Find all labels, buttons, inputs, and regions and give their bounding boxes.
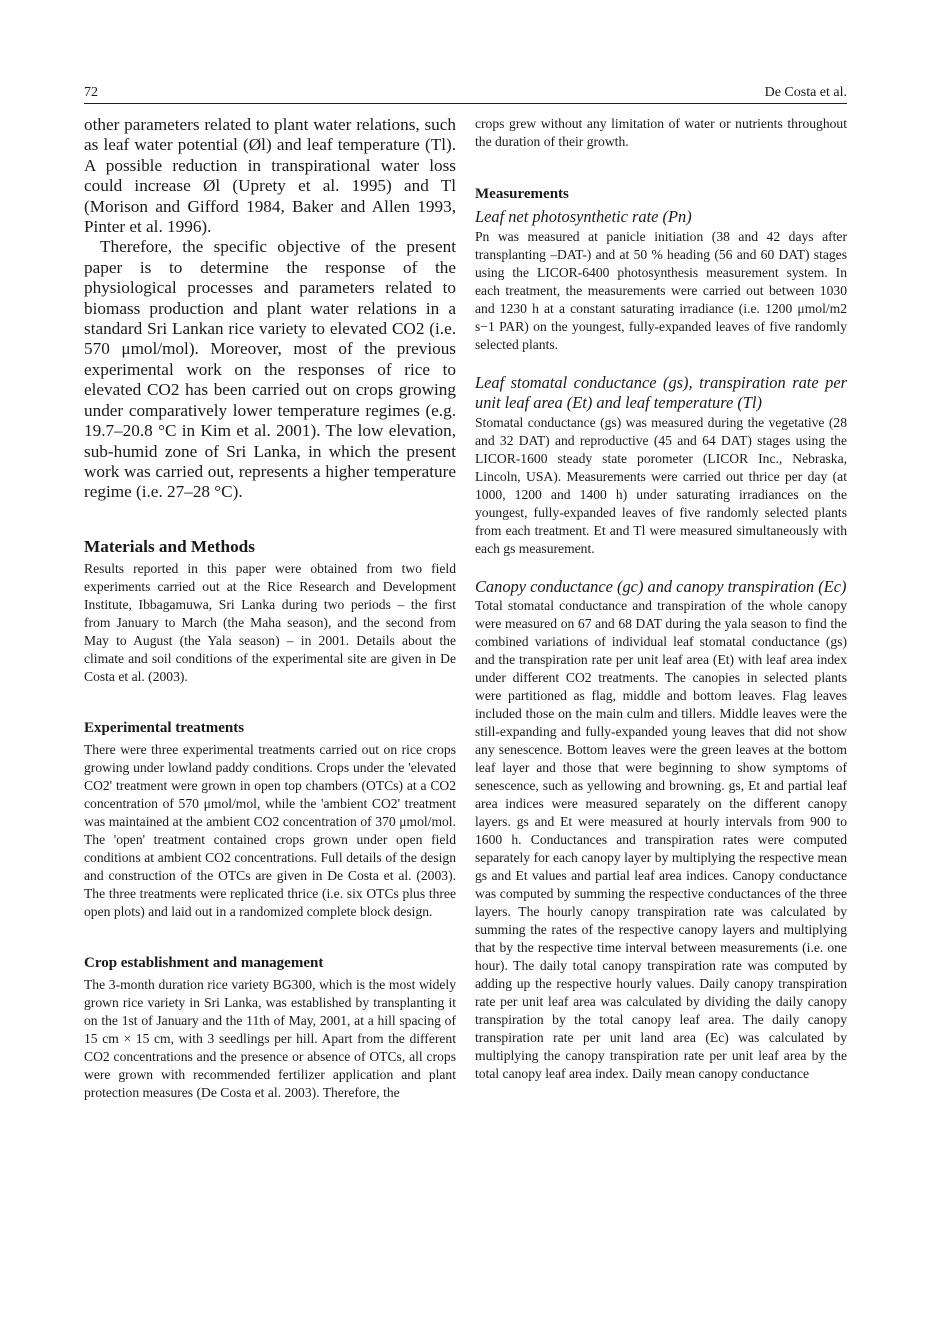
leaf-photosynthesis-text: Pn was measured at panicle initiation (38 and 42 days after transplanting –DAT-) and at 50 % heading (56 and 60 DAT) stages using the LICOR-6400 photosynthesis measurement system. In each treatment, the measurements were carried out between 1030 and 1230 h at a constant saturating irradiance (i.e. 1200 μmol/m2 s−1 PAR) on the youngest, fully-expanded leaves of five randomly selected plants. bbox=[475, 228, 847, 352]
continued-paragraph: crops grew without any limitation of water or nutrients throughout the duration of their growth. bbox=[475, 116, 847, 149]
stomatal-conductance-text: Stomatal conductance (gs) was measured during the vegetative (28 and 32 DAT) and reproductive (45 and 64 DAT) stages using the LICOR-1600 steady state porometer (LICOR Inc., Nebraska, Lincoln, USA). Measurements were carried out thrice per day (at 1000, 1200 and 1400 h) under saturating irradiances on the youngest, fully-expanded leaves of five randomly selected plants from each treatment. Et and Tl were measured simultaneously with each gs measurement. bbox=[475, 414, 847, 556]
running-header bbox=[84, 85, 847, 104]
right-column bbox=[475, 115, 847, 1083]
materials-methods-text: Results reported in this paper were obtained from two field experiments carried out at the Rice Research and Development Institute, Ibbagamuwa, Sri Lanka during two periods – the first from January to March (the Maha season), and the second from May to August (the Yala season) – in 2001. Details about the climate and soil conditions of the experimental site are given in De Costa et al. (2003). bbox=[84, 560, 456, 684]
experimental-treatments-text: There were three experimental treatments carried out on rice crops growing under lowland paddy conditions. Crops under the 'elevated CO2' treatment were grown in open top chambers (OTCs) at a CO2 concentration of 570 μmol/mol, while the 'ambient CO2' treatment was maintained at the ambient CO2 concentration of 370 μmol/mol. The 'open' treatment contained crops grown under open field conditions at ambient CO2 concentrations. Full details of the design and construction of the OTCs are given in De Costa et al. (2003). The three treatments were replicated thrice (i.e. six OTCs plus three open plots) and laid out in a randomized complete block design. bbox=[84, 741, 456, 919]
left-column bbox=[84, 115, 456, 1102]
page-number: 72 bbox=[84, 85, 98, 100]
experimental-treatments-heading: Experimental treatments bbox=[84, 719, 245, 736]
running-author: De Costa et al. bbox=[764, 85, 847, 100]
stomatal-conductance-heading: Leaf stomatal conductance (gs), transpiration rate per unit leaf area (Et) and leaf temperature (Tl) bbox=[475, 372, 847, 412]
intro-paragraph-2: Therefore, the specific objective of the present paper is to determine the response of the physiological processes and parameters related to biomass production and plant water relations in a standard Sri Lankan rice variety to elevated CO2 (i.e. 570 μmol/mol). Moreover, most of the previous experimental work on the responses of rice to elevated CO2 has been carried out on crops growing under comparatively lower temperature regimes (e.g. 19.7–20.8 °C in Kim et al. 2001). The low elevation, sub-humid zone of Sri Lanka, in which the present work was carried out, represents a higher temperature regime (i.e. 27–28 °C). bbox=[84, 237, 456, 502]
leaf-photosynthesis-heading: Leaf net photosynthetic rate (Pn) bbox=[475, 207, 692, 226]
canopy-conductance-text: Total stomatal conductance and transpiration of the whole canopy were measured on 67 and 68 DAT during the yala season to find the combined variations of individual leaf stomatal conductance (gs) and the transpiration rate per unit leaf area (Et) with leaf area index under different CO2 treatments. The canopies in selected plants were partitioned as flag, middle and bottom leaves. Flag leaves included those on the main culm and tillers. Middle leaves were the still-expanding and fully-expanded young leaves that did not show any senescence. Bottom leaves were the green leaves at the bottom leaf layer and those that were beginning to show symptoms of senescence, such as yellowing and browning. gs, Et and partial leaf area indices were measured separately on the different canopy layers. gs and Et were measured at hourly intervals from 900 to 1600 h. Conductances and transpiration rates were computed separately for each canopy layer by multiplying the respective mean gs and Et values and partial leaf area indices. Canopy conductance was computed by summing the respective conductances of the three layers. The hourly canopy transpiration rate was calculated by summing the rates of the respective canopy layers and multiplying that by the respective time interval between measurements (i.e. one hour). The daily total canopy transpiration rate was computed by adding up the respective hourly values. Daily canopy transpiration rate per unit leaf area was calculated by dividing the daily canopy transpiration by the total canopy leaf area. The daily canopy transpiration rate per unit land area (Ec) was calculated by multiplying the canopy transpiration rate per unit leaf area by the total canopy leaf area index. Daily mean canopy conductance bbox=[475, 598, 847, 1081]
intro-paragraph-1: other parameters related to plant water relations, such as leaf water potential (Øl) and leaf temperature (Tl). A possible reduction in transpirational water loss could increase Øl (Uprety et al. 1995) and Tl (Morison and Gifford 1984, Baker and Allen 1993, Pinter et al. 1996). bbox=[84, 115, 456, 237]
crop-establishment-heading: Crop establishment and management bbox=[84, 954, 324, 971]
measurements-heading: Measurements bbox=[475, 186, 569, 202]
crop-establishment-text: The 3-month duration rice variety BG300, which is the most widely grown rice variety in Sri Lanka, was established by transplanting it on the 1st of January and the 11th of May, 2001, at a hill spacing of 15 cm × 15 cm, with 3 seedlings per hill. Apart from the different CO2 concentrations and the presence or absence of OTCs, all crops were grown with recommended fertilizer application and plant protection measures (De Costa et al. 2003). Therefore, the bbox=[84, 976, 456, 1100]
canopy-conductance-heading: Canopy conductance (gc) and canopy transpiration (Ec) bbox=[475, 576, 847, 596]
materials-methods-heading: Materials and Methods bbox=[84, 536, 255, 556]
